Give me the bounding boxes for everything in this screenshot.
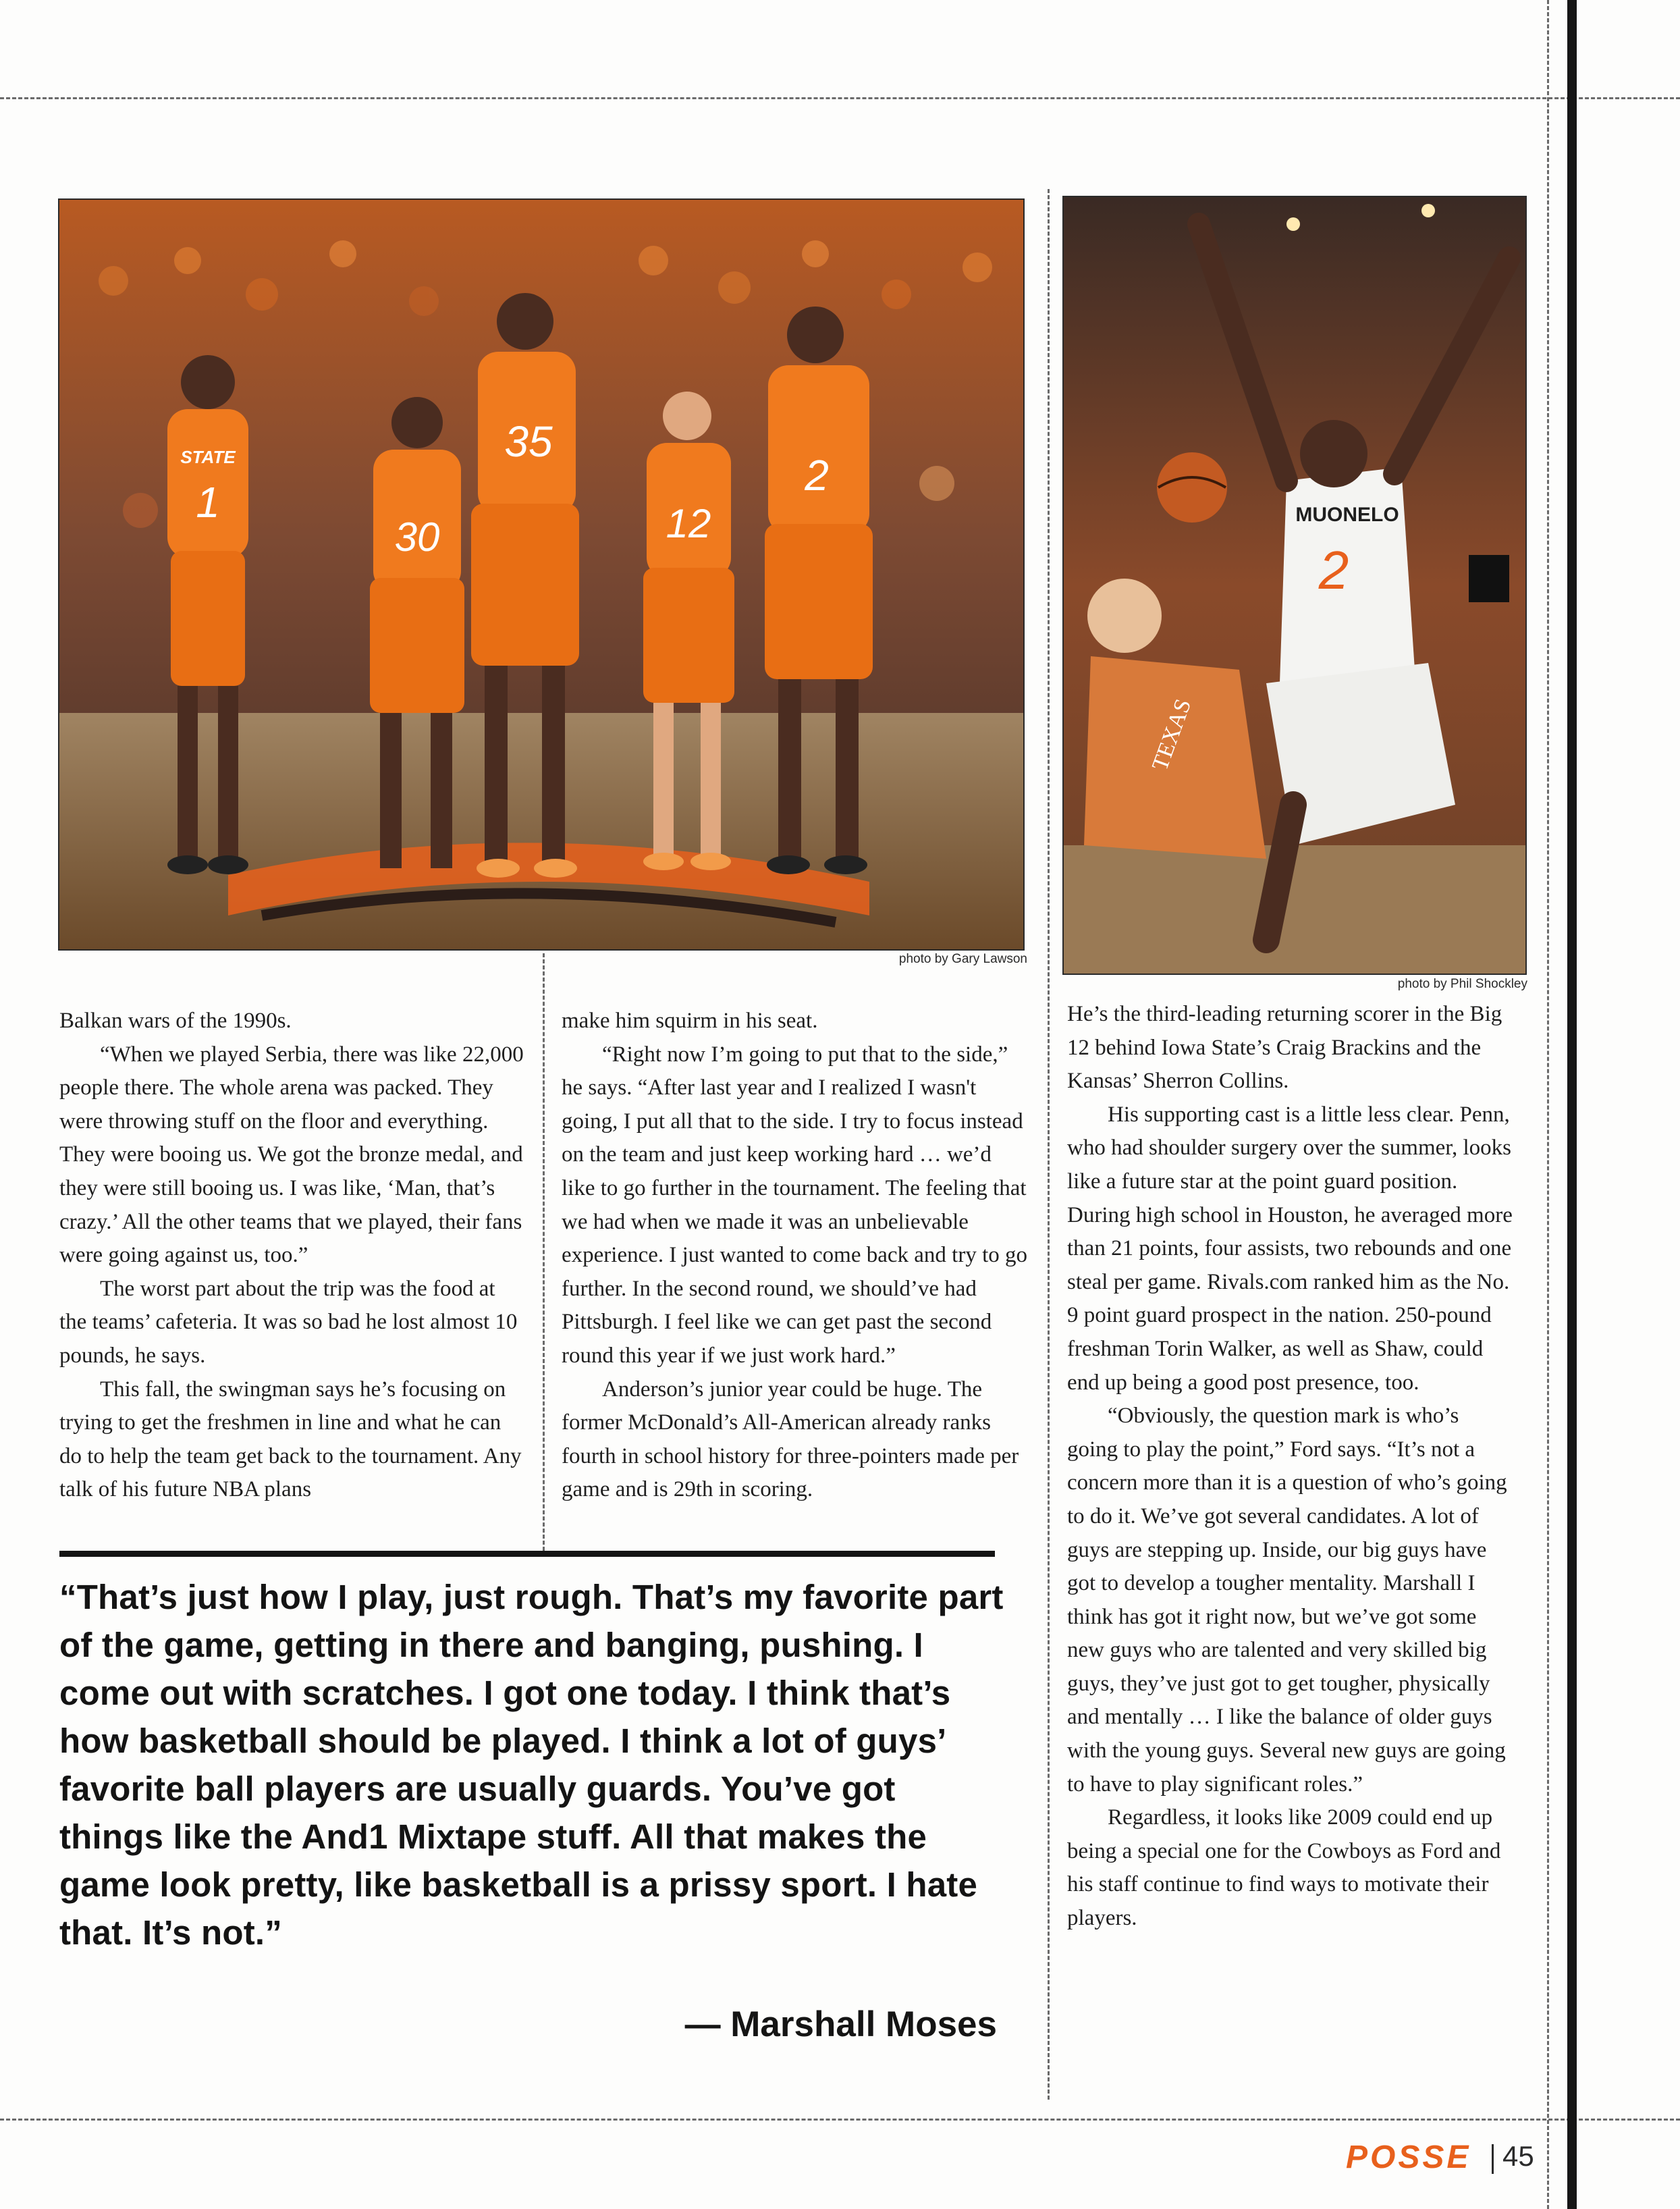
- article-column-2: [562, 1005, 1027, 1507]
- column-divider-2: [1048, 189, 1050, 2100]
- jersey-number-12: 12: [666, 501, 711, 546]
- pull-quote-attribution: — Marshall Moses: [684, 2004, 997, 2044]
- paragraph: His supporting cast is a little less clear. Penn, who had shoulder surgery over the summer, looks like a future star at the point guard position. During high school in Houston, he averaged more than 21 points, four assists, two rebounds and one steal per game. Rivals.com ranked him as the No. 9 point guard prospect in the nation. 250-pound freshman Torin Walker, as well as Shaw, could end up being a good post presence, too.: [1067, 1102, 1513, 1395]
- column-divider-1: [543, 953, 545, 1551]
- page-edge-bar: [1567, 0, 1577, 2209]
- paragraph: This fall, the swingman says he’s focusing on trying to get the freshmen in line and what he can do to help the team get back to the tournament. Any talk of his future NBA plans: [59, 1377, 522, 1502]
- trim-line-bottom: [0, 2119, 1680, 2121]
- paragraph: Balkan wars of the 1990s.: [59, 1009, 292, 1033]
- article-column-1: [59, 1005, 525, 1507]
- jersey-name: MUONELO: [1295, 504, 1399, 526]
- pull-quote-rule: [59, 1551, 995, 1557]
- photo-credit-right: photo by Phil Shockley: [1397, 977, 1527, 991]
- paragraph: Regardless, it looks like 2009 could end up being a special one for the Cowboys as Ford and his staff continue to find ways to motivate their players.: [1067, 1805, 1501, 1931]
- paragraph: “Right now I’m going to put that to the side,” he says. “After last year and I realized I wasn't going, I put all that to the side. I try to focus instead on the team and just keep working hard … we’d like to go further in the tournament. The feeling that we had when we made it was an unbelievable experience. I just wanted to come back and try to go further. In the second round, we should’ve had Pittsburgh. I feel like we can get past the second round this year if we just work hard.”: [562, 1042, 1028, 1368]
- footer-separator: [1492, 2144, 1494, 2174]
- jersey-number-30: 30: [394, 514, 440, 560]
- photo-credit-left: photo by Gary Lawson: [898, 952, 1027, 966]
- team-photo: [58, 198, 1025, 951]
- paragraph: “Obviously, the question mark is who’s going to play the point,” Ford says. “It’s not a concern more than it is a question of who’s going to do it. We’ve got several candidates. A lot of guys are stepping up. Inside, our big guys have got to develop a tougher mentality. Marshall I think has got it right now, but we’ve got some new guys who are talented and very skilled big guys, they’ve just got to get tougher, physically and mentally … I like the balance of older guys with the young guys. Several new guys are going to have to play significant roles.”: [1067, 1404, 1507, 1797]
- trim-line-top: [0, 97, 1680, 99]
- opponent-jersey-text: TEXAS: [1147, 695, 1197, 774]
- magazine-logo: POSSE: [1346, 2139, 1471, 2175]
- article-column-3: [1067, 998, 1513, 1936]
- jersey-text: STATE: [180, 447, 236, 467]
- paragraph: The worst part about the trip was the food at the teams’ cafeteria. It was so bad he lost almost 10 pounds, he says.: [59, 1276, 518, 1368]
- jersey-number-2: 2: [805, 451, 829, 500]
- paragraph: He’s the third-leading returning scorer in the Big 12 behind Iowa State’s Craig Brackins and the Kansas’ Sherron Collins.: [1067, 1002, 1502, 1094]
- page-number: 45: [1502, 2140, 1534, 2172]
- jersey-number-35: 35: [504, 417, 553, 466]
- paragraph: make him squirm in his seat.: [562, 1009, 818, 1033]
- paragraph: Anderson’s junior year could be huge. The former McDonald’s All-American already ranks fourth in school history for three-pointers made per game and is 29th in scoring.: [562, 1377, 1019, 1502]
- jersey-number-1: 1: [196, 478, 220, 527]
- pull-quote: “That’s just how I play, just rough. That’s my favorite part of the game, getting in there and banging, pushing. I come out with scratches. I got one today. I think that’s how basketball should be played. I think a lot of guys’ favorite ball players are usually guards. You’ve got things like the And1 Mixtape stuff. All that makes the game look pretty, like basketball is a prissy sport. I hate that. It’s not.”: [59, 1578, 1004, 1952]
- trim-line-right: [1547, 0, 1549, 2209]
- paragraph: “When we played Serbia, there was like 22,000 people there. The whole arena was packed. They were throwing stuff on the floor and everything. They were booing us. We got the bronze medal, and they were still booing us. I was like, ‘Man, that’s crazy.’ All the other teams that we played, their fans were going against us, too.”: [59, 1042, 524, 1268]
- action-photo: [1062, 196, 1527, 975]
- jersey-number: 2: [1318, 540, 1349, 600]
